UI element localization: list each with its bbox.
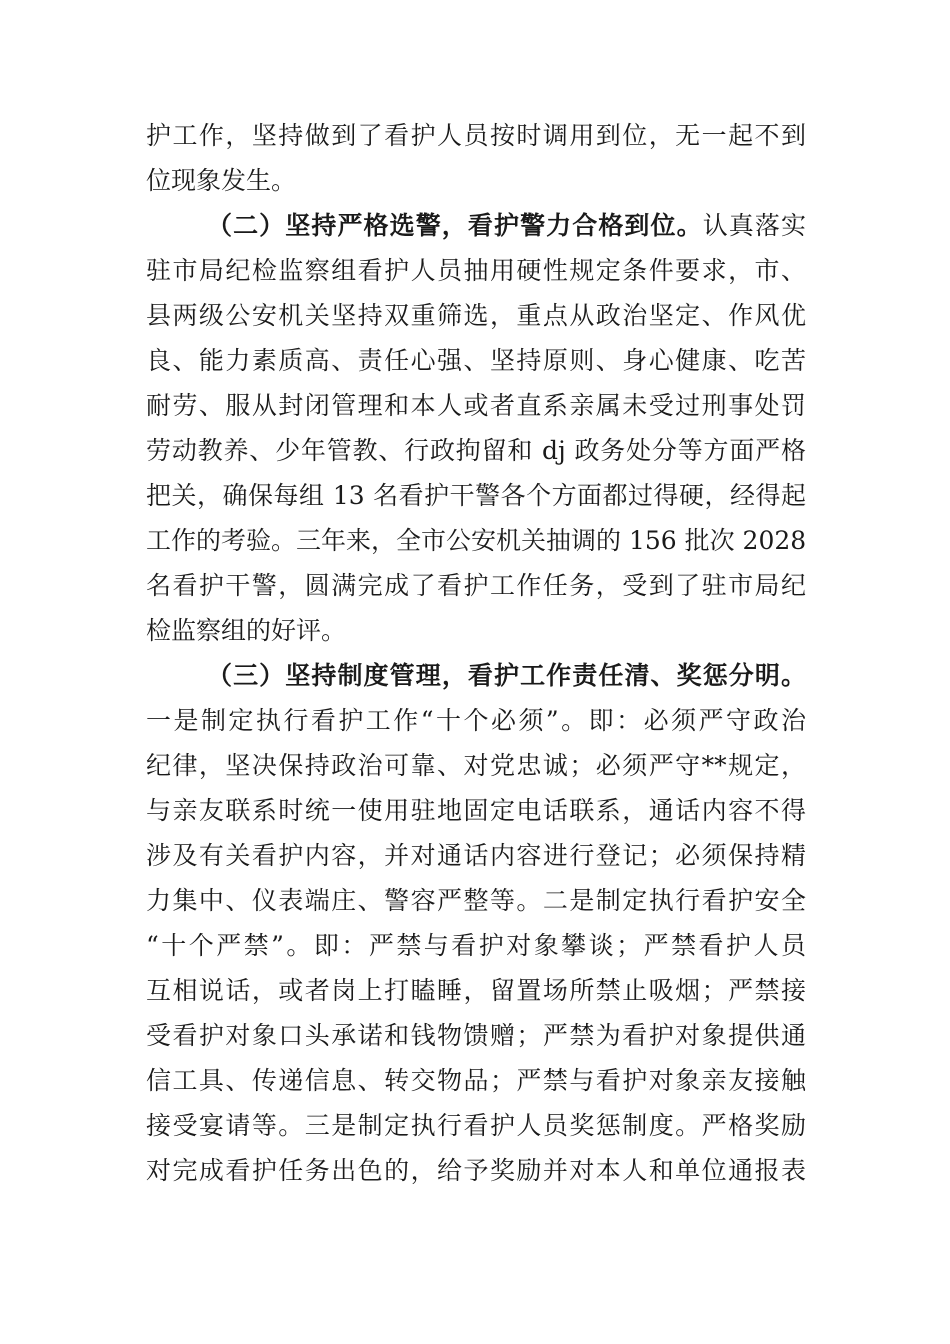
text-line: 名看护干警，圆满完成了看护工作任务，受到了驻市局纪 [146, 571, 806, 600]
text-line: 劳动教养、少年管教、行政拘留和 dj 政务处分等方面严格 [146, 436, 806, 465]
text-line: 耐劳、服从封闭管理和本人或者直系亲属未受过刑事处罚 [146, 391, 806, 420]
text-run: 认真落实 [702, 211, 806, 240]
text-line: 力集中、仪表端庄、警容严整等。二是制定执行看护安全 [146, 886, 806, 915]
text-line: 与亲友联系时统一使用驻地固定电话联系，通话内容不得 [146, 796, 806, 825]
text-line: 受看护对象口头承诺和钱物馈赠；严禁为看护对象提供通 [146, 1021, 806, 1050]
text-line: 驻市局纪检监察组看护人员抽用硬性规定条件要求，市、 [146, 256, 806, 285]
text-line: 对完成看护任务出色的，给予奖励并对本人和单位通报表 [146, 1156, 806, 1185]
text-line: 护工作，坚持做到了看护人员按时调用到位，无一起不到 [146, 121, 806, 150]
text-line: 接受宴请等。三是制定执行看护人员奖惩制度。严格奖励 [146, 1111, 806, 1140]
text-line: 位现象发生。 [146, 166, 297, 195]
text-line: 县两级公安机关坚持双重筛选，重点从政治坚定、作风优 [146, 301, 806, 330]
section-heading-three: （三）坚持制度管理，看护工作责任清、奖惩分明。 [207, 661, 806, 690]
text-line: 信工具、传递信息、转交物品；严禁与看护对象亲友接触 [146, 1066, 806, 1095]
text-line: “十个严禁”。即：严禁与看护对象攀谈；严禁看护人员 [146, 931, 806, 960]
text-line: 检监察组的好评。 [146, 616, 347, 645]
section-two-line [207, 211, 806, 241]
text-line: 涉及有关看护内容，并对通话内容进行登记；必须保持精 [146, 841, 806, 870]
text-line: 一是制定执行看护工作“十个必须”。即：必须严守政治 [146, 706, 806, 735]
text-line: 良、能力素质高、责任心强、坚持原则、身心健康、吃苦 [146, 346, 806, 375]
text-line: 纪律，坚决保持政治可靠、对党忠诚；必须严守**规定， [146, 751, 806, 780]
text-line: 互相说话，或者岗上打瞌睡，留置场所禁止吸烟；严禁接 [146, 976, 806, 1005]
text-line: 工作的考验。三年来，全市公安机关抽调的 156 批次 2028 [146, 526, 807, 555]
section-heading-two: （二）坚持严格选警，看护警力合格到位。 [207, 211, 703, 240]
text-line: 把关，确保每组 13 名看护干警各个方面都过得硬，经得起 [146, 481, 806, 510]
